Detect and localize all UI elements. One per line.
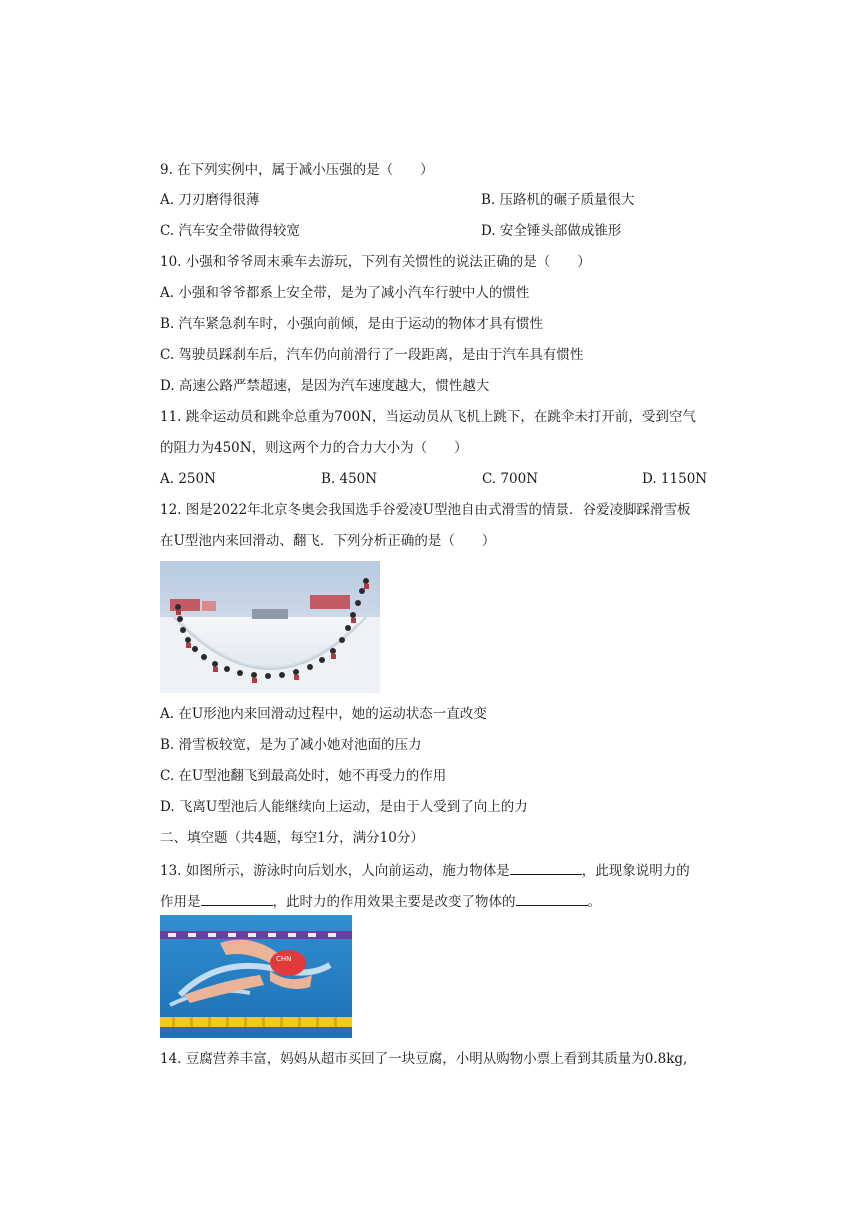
- q11-option-c: C. 700N: [482, 471, 539, 487]
- q11-stem-line1: 11. 跳伞运动员和跳伞总重为700N，当运动员从飞机上跳下，在跳伞未打开前，受到空气: [160, 409, 696, 425]
- q9-option-b: B. 压路机的碾子质量很大: [481, 192, 635, 208]
- q11-option-a: A. 250N: [160, 471, 216, 487]
- swimmer-photo: [160, 915, 352, 1038]
- q10-option-a: A. 小强和爷爷都系上安全带，是为了减小汽车行驶中人的惯性: [160, 285, 530, 301]
- q9-option-c: C. 汽车安全带做得较宽: [160, 223, 300, 239]
- q13-line1-text-b: ，此现象说明力的: [581, 863, 690, 879]
- q13-blank-3[interactable]: [516, 891, 588, 906]
- halfpipe-photo: [160, 561, 380, 693]
- q12-stem-line2: 在U型池内来回滑动、翻飞．下列分析正确的是（ ）: [160, 533, 496, 549]
- section-2-title: 二、填空题（共4题，每空1分，满分10分）: [160, 830, 424, 846]
- cap-text: CHN: [276, 955, 292, 963]
- q12-option-c: C. 在U型池翻飞到最高处时，她不再受力的作用: [160, 768, 447, 784]
- q13-blank-1[interactable]: [510, 860, 582, 875]
- q13-line2-text-b: ，此时力的作用效果主要是改变了物体的: [272, 894, 516, 910]
- q13-line2-text-a: 作用是: [160, 894, 201, 910]
- q10-option-c: C. 驾驶员踩刹车后，汽车仍向前滑行了一段距离，是由于汽车具有惯性: [160, 347, 584, 363]
- q13-line1: [160, 860, 690, 880]
- q10-option-d: D. 高速公路严禁超速，是因为汽车速度越大，惯性越大: [160, 378, 490, 394]
- q9-option-d: D. 安全锤头部做成锥形: [481, 223, 622, 239]
- q12-stem-line1: 12. 图是2022年北京冬奥会我国选手谷爱凌U型池自由式滑雪的情景．谷爱凌脚踩滑雪板: [160, 502, 691, 518]
- q11-option-b: B. 450N: [321, 471, 378, 487]
- q13-line1-text-a: 13. 如图所示，游泳时向后划水，人向前运动，施力物体是: [160, 863, 510, 879]
- q13-line2-text-c: 。: [587, 894, 601, 910]
- q12-option-d: D. 飞离U型池后人能继续向上运动，是由于人受到了向上的力: [160, 799, 528, 815]
- q12-option-b: B. 滑雪板较宽，是为了减小她对池面的压力: [160, 737, 422, 753]
- q12-option-a: A. 在U形池内来回滑动过程中，她的运动状态一直改变: [160, 706, 487, 722]
- q11-stem-line2: 的阻力为450N，则这两个力的合力大小为（ ）: [160, 440, 468, 456]
- q10-stem: 10. 小强和爷爷周末乘车去游玩，下列有关惯性的说法正确的是（ ）: [160, 254, 591, 270]
- q11-option-d: D. 1150N: [642, 471, 708, 487]
- q9-stem: 9. 在下列实例中，属于减小压强的是（ ）: [160, 162, 434, 178]
- q13-blank-2[interactable]: [201, 891, 273, 906]
- q13-line2: [160, 891, 601, 911]
- q9-option-a: A. 刀刃磨得很薄: [160, 192, 260, 208]
- q10-option-b: B. 汽车紧急刹车时，小强向前倾，是由于运动的物体才具有惯性: [160, 316, 544, 332]
- q14-line1: 14. 豆腐营养丰富，妈妈从超市买回了一块豆腐，小明从购物小票上看到其质量为0.8kg,: [160, 1051, 688, 1067]
